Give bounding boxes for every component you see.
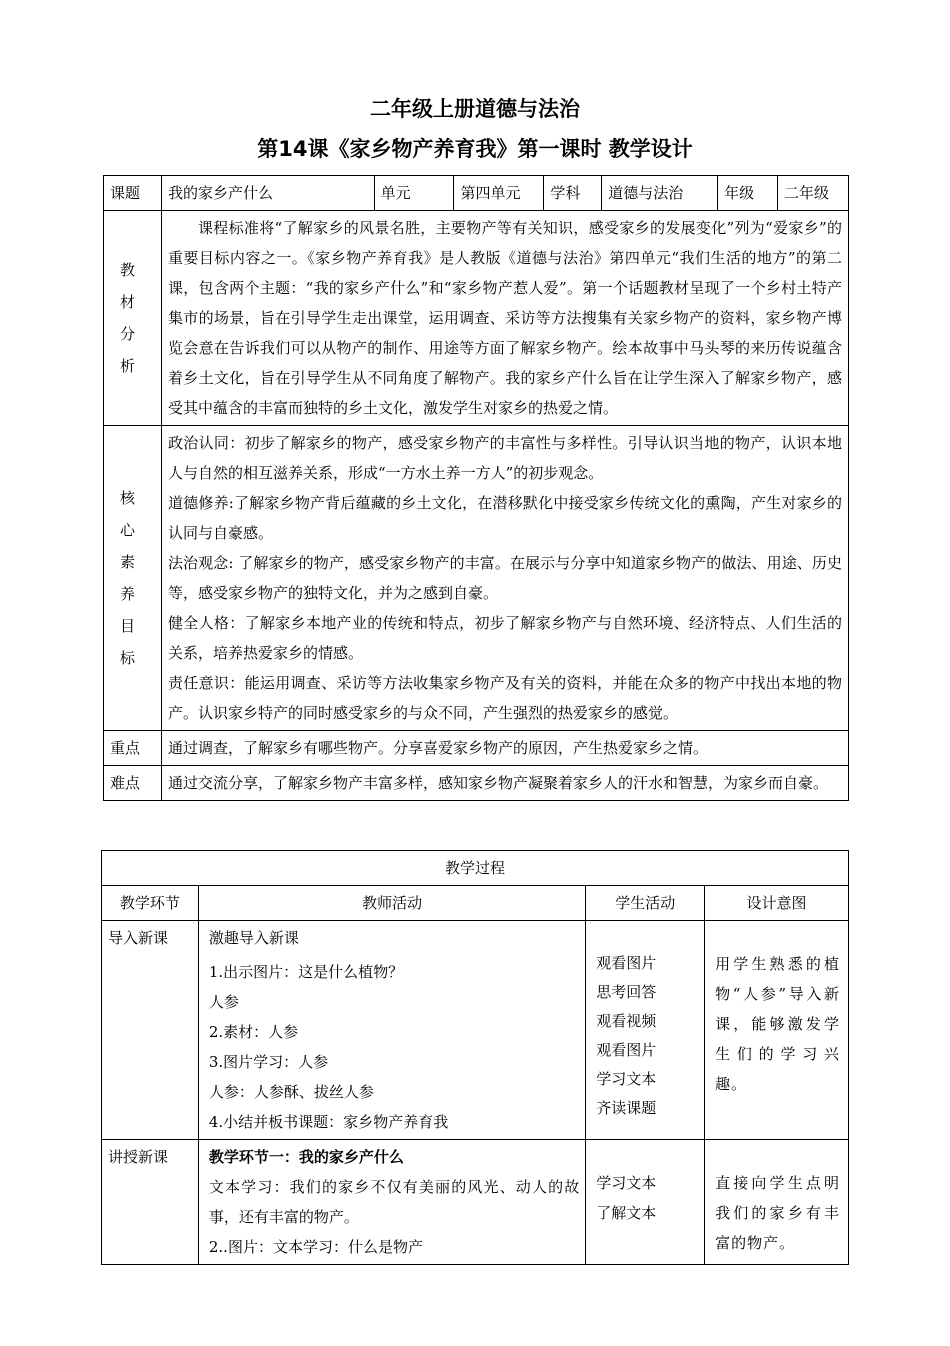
teacher-line: 人参 [208,993,239,1011]
goal-item-legal: 法治观念: 了解家乡的物产，感受家乡物产的丰富。在展示与分享中知道家乡物产的做法、用途、历史等，感受家乡物产的独特文化，并为之感到自豪。 [167,554,842,602]
teacher-line: 文本学习：我们的家乡不仅有美丽的风光、动人的故事，还有丰富的物产。 [208,1178,580,1226]
goals-row [104,426,849,731]
analysis-row [104,211,849,426]
teacher-heading: 激趣导入新课 [208,929,299,947]
document-title: 二年级上册道德与法治 [370,97,580,121]
goals-label-line2: 素养 [119,553,145,603]
teacher-line: 2..图片：文本学习：什么是物产 [208,1238,423,1256]
teacher-line: 人参：人参酥、拔丝人参 [208,1083,374,1101]
column-header-intent: 设计意图 [705,886,849,921]
student-line: 观看图片 [596,954,657,972]
column-header-teacher: 教师活动 [198,886,585,921]
stage-cell: 导入新课 [102,921,199,1140]
topic-value: 我的家乡产什么 [161,176,374,211]
key-point-label: 重点 [104,731,162,766]
goals-label-line3: 目标 [119,617,145,667]
student-line: 了解文本 [596,1204,657,1222]
student-line: 齐读课题 [596,1099,657,1117]
grade-value: 二年级 [778,176,849,211]
unit-value: 第四单元 [454,176,544,211]
goals-label [104,426,162,731]
key-point-row [104,731,849,766]
subject-value: 道德与法治 [602,176,718,211]
header-row [104,176,849,211]
goal-item-responsibility: 责任意识：能运用调查、采访等方法收集家乡物产及有关的资料，并能在众多的物产中找出本地的物产。认识家乡特产的同时感受家乡的与众不同，产生强烈的热爱家乡的感觉。 [167,674,842,722]
column-header-student: 学生活动 [586,886,705,921]
intent-cell: 用学生熟悉的植物“人参”导入新课，能够激发学生们的学习兴趣。 [705,921,849,1140]
lesson-info-table [103,175,849,801]
key-point-text: 通过调查，了解家乡有哪些物产。分享喜爱家乡物产的原因，产生热爱家乡之情。 [161,731,848,766]
teacher-line: 4.小结并板书课题：家乡物产养育我 [208,1113,449,1131]
student-line: 学习文本 [596,1070,657,1088]
teacher-line: 1.出示图片：这是什么植物？ [208,963,404,981]
table-row [102,1140,849,1265]
topic-label: 课题 [104,176,162,211]
analysis-label-line2: 分析 [119,325,145,375]
table-row [102,921,849,1140]
difficulty-text: 通过交流分享，了解家乡物产丰富多样，感知家乡物产凝聚着家乡人的汗水和智慧，为家乡而自豪。 [161,766,848,801]
difficulty-row [104,766,849,801]
student-line: 思考回答 [596,983,657,1001]
teacher-heading: 教学环节一：我的家乡产什么 [208,1148,404,1166]
column-header-stage: 教学环节 [102,886,199,921]
subject-label: 学科 [544,176,602,211]
student-line: 观看图片 [596,1041,657,1059]
goal-item-personality: 健全人格：了解家乡本地产业的传统和特点，初步了解家乡物产与自然环境、经济特点、人们生活的关系，培养热爱家乡的情感。 [167,614,842,662]
analysis-text: 课程标准将“了解家乡的风景名胜，主要物产等有关知识，感受家乡的发展变化”列为“爱家乡”的重要目标内容之一。《家乡物产养育我》是人教版《道德与法治》第四单元“我们生活的地方”的第二课，包含两个主题：“我的家乡产什么”和“家乡物产惹人爱”。第一个话题教材呈现了一个乡村土特产集市的场景，旨在引导学生走出课堂，运用调查、采访等方法搜集有关家乡物产的资料，家乡物产博览会意在告诉我们可以从物产的制作、用途等方面了解家乡物产。绘本故事中马头琴的来历传说蕴含着乡土文化，旨在引导学生从不同角度了解物产。我的家乡产什么旨在让学生深入了解家乡物产，感受其中蕴含的丰富而独特的乡土文化，激发学生对家乡的热爱之情。 [167,219,842,417]
analysis-label-line1: 教材 [119,261,145,311]
goal-item-moral: 道德修养:了解家乡物产背后蕴藏的乡土文化，在潜移默化中接受家乡传统文化的熏陶，产生对家乡的认同与自豪感。 [167,494,842,542]
process-title: 教学过程 [102,851,849,886]
process-title-row [102,851,849,886]
student-line: 观看视频 [596,1012,657,1030]
student-line: 学习文本 [596,1174,657,1192]
analysis-label [104,211,162,426]
teacher-line: 2.素材：人参 [208,1023,299,1041]
difficulty-label: 难点 [104,766,162,801]
intent-cell: 直接向学生点明我们的家乡有丰富的物产。 [705,1140,849,1265]
teaching-process-table [101,850,849,1265]
teacher-line: 3.图片学习：人参 [208,1053,329,1071]
goals-label-line1: 核心 [119,489,145,539]
process-header-row [102,886,849,921]
document-subtitle: 第14课《家乡物产养育我》第一课时 教学设计 [257,137,693,161]
goal-item-political: 政治认同：初步了解家乡的物产，感受家乡物产的丰富性与多样性。引导认识当地的物产，认识本地人与自然的相互滋养关系，形成“一方水土养一方人”的初步观念。 [167,434,842,482]
grade-label: 年级 [718,176,778,211]
stage-cell: 讲授新课 [102,1140,199,1265]
unit-label: 单元 [374,176,454,211]
